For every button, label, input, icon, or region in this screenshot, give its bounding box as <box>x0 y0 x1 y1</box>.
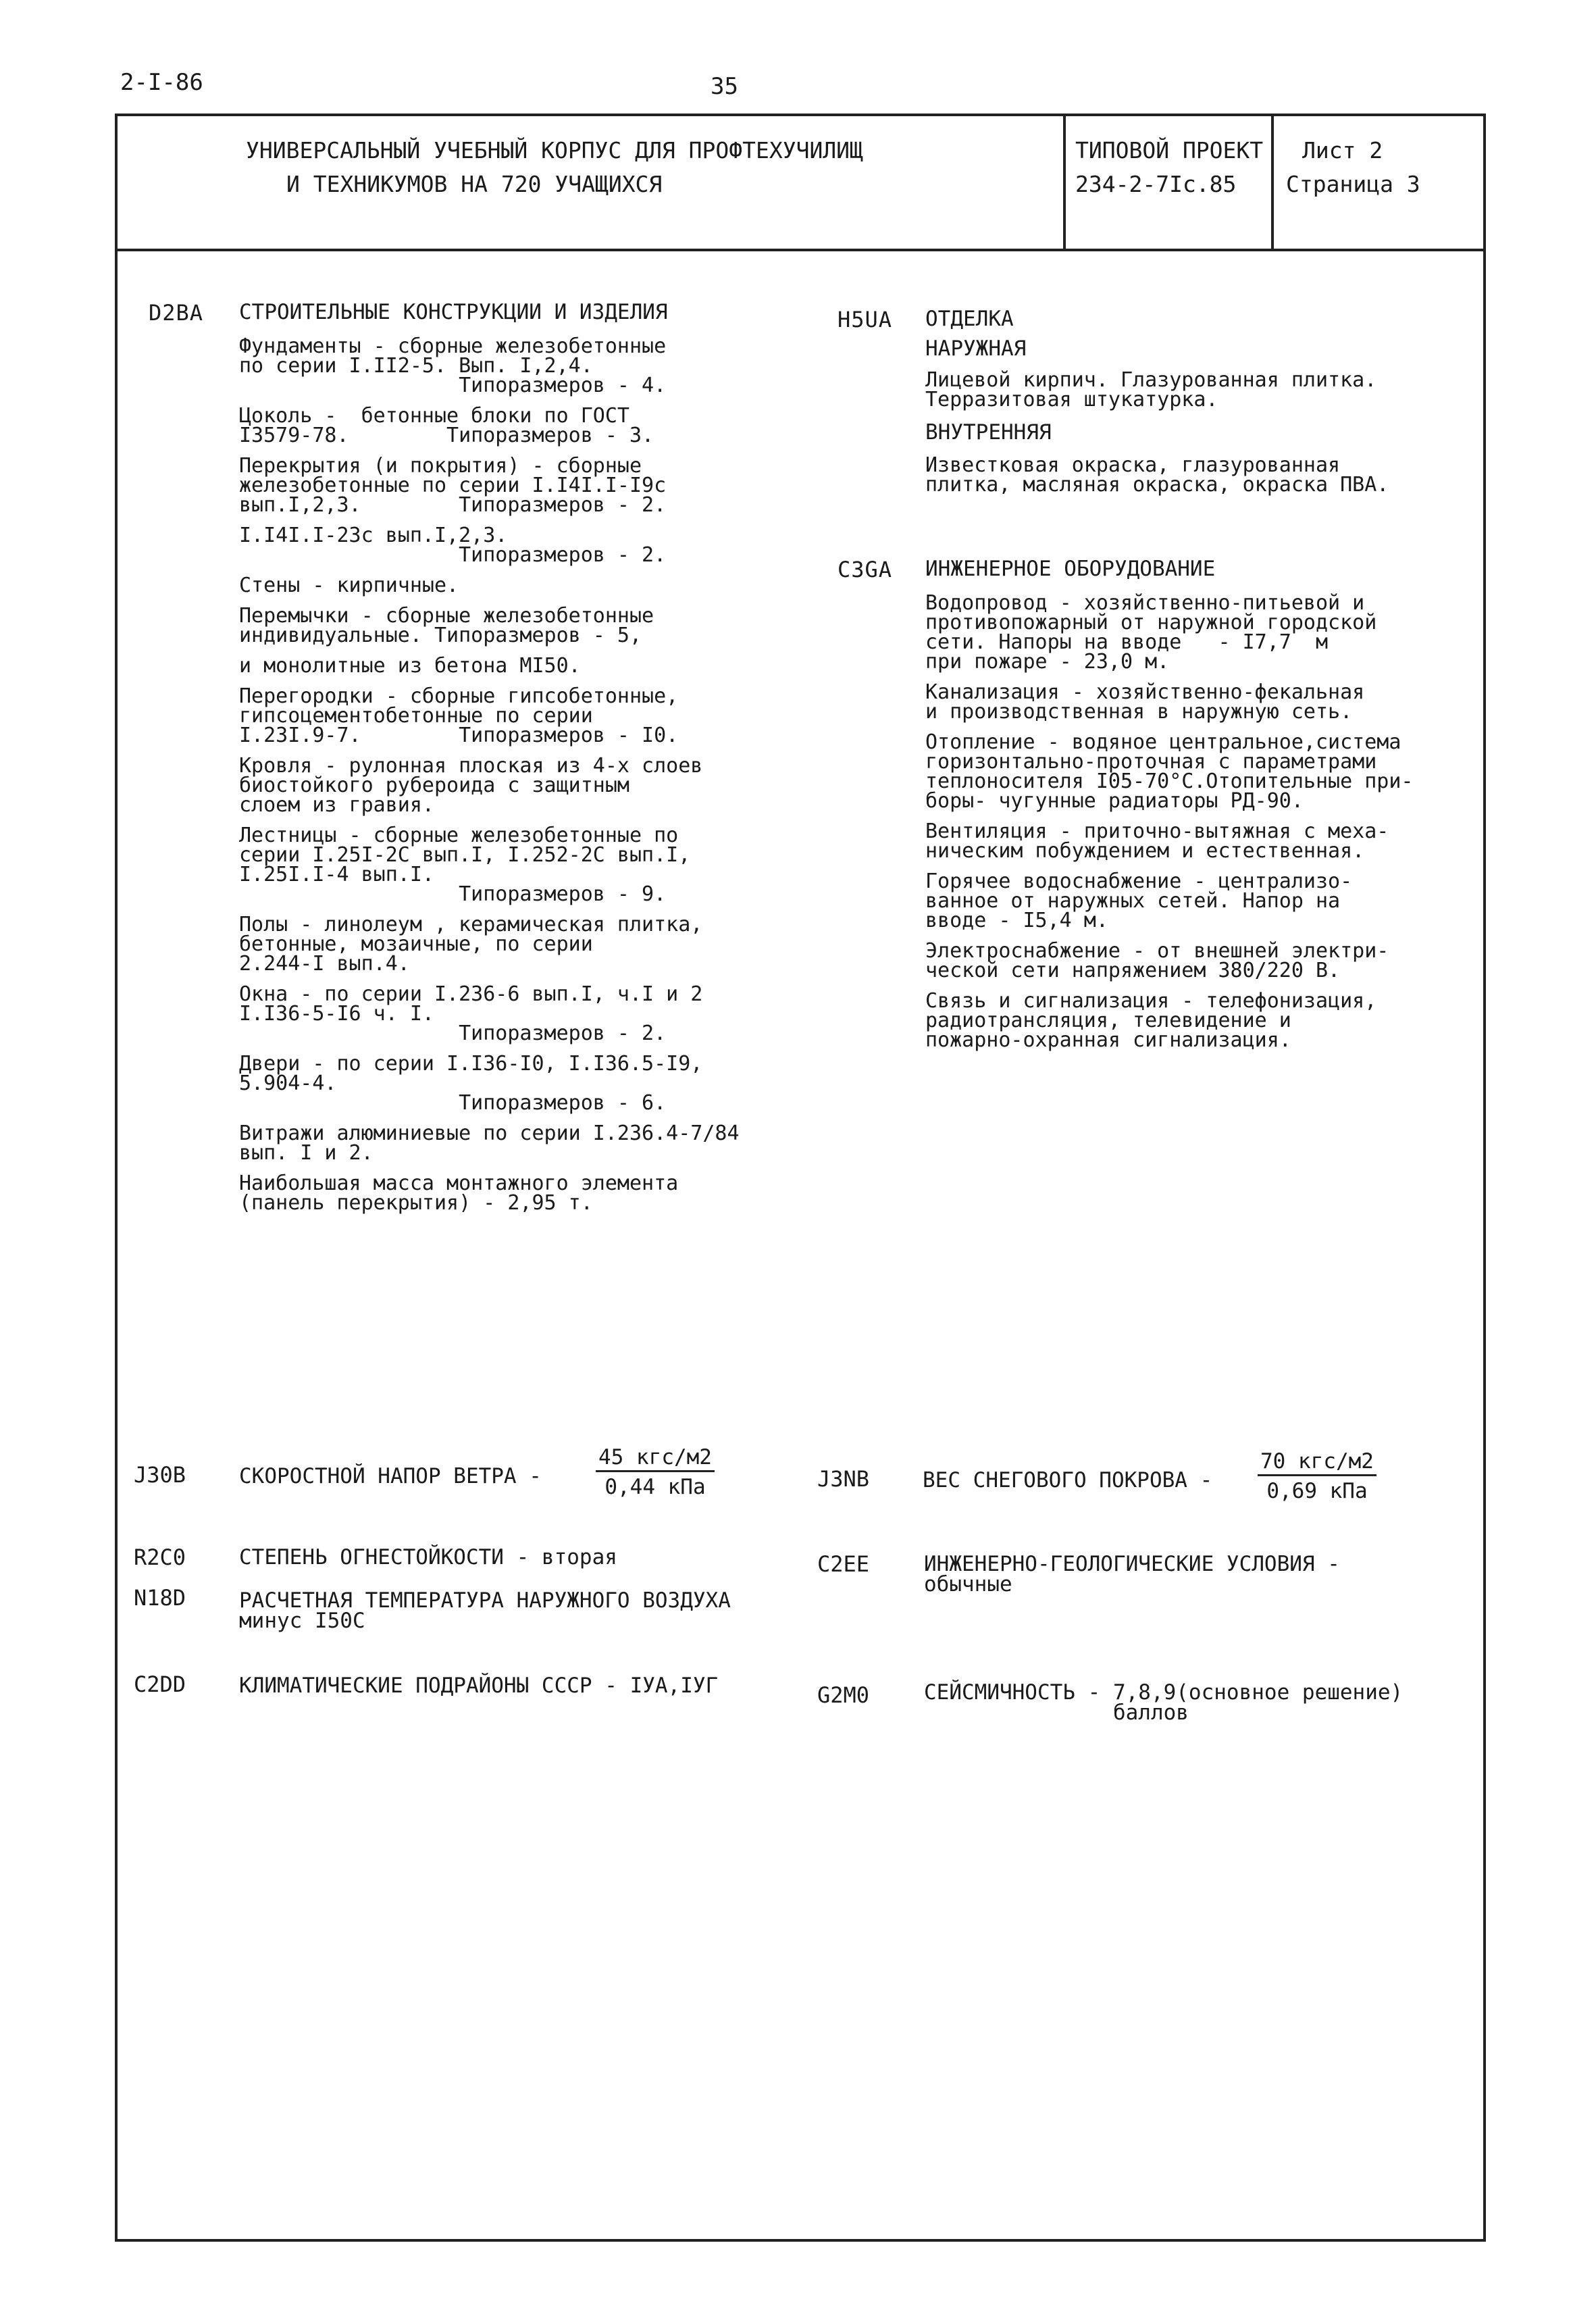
geology-code: C2EE <box>817 1551 870 1577</box>
sheet-page: Страница 3 <box>1286 171 1420 197</box>
temperature-code: N18D <box>134 1585 186 1611</box>
seismic-code: G2M0 <box>817 1682 870 1708</box>
engineering-item: Связь и сигнализация - телефонизация, радиотрансляция, телевидение и пожарно-охранная сигнализация. <box>925 989 1377 1052</box>
finishing-section <box>925 307 1479 505</box>
finishing-outer-text: Лицевой кирпич. Глазурованная плитка. Терразитовая штукатурка. <box>925 368 1377 411</box>
wind-load-kpa: 0,44 кПа <box>604 1475 706 1499</box>
document-code: 2-I-86 <box>120 69 203 96</box>
construction-item: Цоколь - бетонные блоки по ГОСТ I3579-78. Типоразмеров - 3. <box>239 404 654 447</box>
page-number: 35 <box>711 73 738 100</box>
finishing-inner-heading: ВНУТРЕННЯЯ <box>925 420 1052 445</box>
construction-item: Перемычки - сборные железобетонные индивидуальные. Типоразмеров - 5, <box>239 604 654 647</box>
wind-load-fraction <box>596 1444 715 1502</box>
snow-code: J3NB <box>817 1466 870 1492</box>
engineering-item: Канализация - хозяйственно-фекальная и производственная в наружную сеть. <box>925 680 1365 724</box>
construction-section <box>239 300 955 1224</box>
construction-item: Стены - кирпичные. <box>239 574 459 597</box>
finishing-heading: ОТДЕЛКА <box>925 307 1014 331</box>
wind-code: J30B <box>134 1462 186 1488</box>
seismicity: СЕЙСМИЧНОСТЬ - 7,8,9(основное решение) баллов <box>924 1680 1404 1725</box>
sheet-number: Лист 2 <box>1302 137 1383 164</box>
engineering-item: Горячее водоснабжение - централизо- ванное от наружных сетей. Напор на вводе - I5,4 м. <box>925 870 1353 932</box>
construction-item: и монолитные из бетона MI50. <box>239 654 581 678</box>
construction-item: I.I4I.I-23c вып.I,2,3. Типоразмеров - 2. <box>239 524 667 567</box>
engineering-heading: ИНЖЕНЕРНОЕ ОБОРУДОВАНИЕ <box>925 557 1216 581</box>
finishing-outer-heading: НАРУЖНАЯ <box>925 336 1027 361</box>
construction-item: Полы - линолеум , керамическая плитка, бетонные, мозаичные, по серии 2.244-I вып.4. <box>239 913 703 976</box>
sheet-frame <box>115 114 1486 2242</box>
engineering-code: C3GA <box>838 557 893 582</box>
project-label: ТИПОВОЙ ПРОЕКТ <box>1075 137 1264 164</box>
snow-label: ВЕС СНЕГОВОГО ПОКРОВА - <box>923 1468 1213 1492</box>
document-title <box>246 134 1158 201</box>
title-block <box>118 116 1483 251</box>
snow-load-kgf: 70 кгс/м2 <box>1258 1449 1376 1476</box>
construction-item: Наибольшая масса монтажного элемента (панель перекрытия) - 2,95 т. <box>239 1172 679 1215</box>
sheet-divider <box>1271 116 1274 249</box>
snow-load-kpa: 0,69 кПа <box>1266 1479 1368 1503</box>
snow-load-fraction <box>1258 1449 1376 1506</box>
climate-subregions: КЛИМАТИЧЕСКИЕ ПОДРАЙОНЫ СССР - IУА,IУГ <box>239 1674 719 1698</box>
title-line-2: И ТЕХНИКУМОВ НА 720 УЧАЩИХСЯ <box>286 171 663 197</box>
construction-heading: СТРОИТЕЛЬНЫЕ КОНСТРУКЦИИ И ИЗДЕЛИЯ <box>239 300 668 324</box>
construction-item: Перегородки - сборные гипсобетонные, гипсоцементобетонные по серии I.23I.9-7. Типоразмеров - I0. <box>239 684 679 747</box>
sheet-cell <box>1286 134 1420 201</box>
engineering-item: Водопровод - хозяйственно-питьевой и противопожарный от наружной городской сети. Напоры на вводе - I7,7 м при пожаре - 23,0 м. <box>925 591 1377 674</box>
construction-code: D2BA <box>149 300 204 326</box>
construction-item: Лестницы - сборные железобетонные по серии I.25I-2C вып.I, I.252-2C вып.I, I.25I.I-4 вып.I. Типоразмеров - 9. <box>239 824 691 906</box>
climate-code: C2DD <box>134 1671 186 1697</box>
title-line-1: УНИВЕРСАЛЬНЫЙ УЧЕБНЫЙ КОРПУС ДЛЯ ПРОФТЕХУЧИЛИЩ <box>246 137 863 164</box>
geology-conditions: ИНЖЕНЕРНО-ГЕОЛОГИЧЕСКИЕ УСЛОВИЯ - обычные <box>924 1552 1340 1596</box>
wind-label: СКОРОСТНОЙ НАПОР ВЕТРА - <box>239 1464 542 1488</box>
project-number: 234-2-7Ic.85 <box>1075 171 1237 197</box>
construction-item: Перекрытия (и покрытия) - сборные железобетонные по серии I.I4I.I-I9c вып.I,2,3. Типоразмеров - 2. <box>239 454 667 517</box>
design-temperature: РАСЧЕТНАЯ ТЕМПЕРАТУРА НАРУЖНОГО ВОЗДУХА минус I50C <box>239 1588 731 1633</box>
engineering-section <box>925 557 1486 1061</box>
finishing-code: H5UA <box>838 307 893 332</box>
construction-item: Двери - по серии I.I36-I0, I.I36.5-I9, 5.904-4. Типоразмеров - 6. <box>239 1052 703 1115</box>
fire-code: R2C0 <box>134 1544 186 1570</box>
fire-resistance: СТЕПЕНЬ ОГНЕСТОЙКОСТИ - вторая <box>239 1545 617 1569</box>
construction-item: Окна - по серии I.236-6 вып.I, ч.I и 2 I.I36-5-I6 ч. I. Типоразмеров - 2. <box>239 982 703 1045</box>
engineering-item: Вентиляция - приточно-вытяжная с меха- ническим побуждением и естественная. <box>925 820 1389 863</box>
wind-load-kgf: 45 кгс/м2 <box>596 1444 715 1472</box>
title-divider <box>1063 116 1066 249</box>
engineering-item: Электроснабжение - от внешней электри- ческой сети напряжением 380/220 В. <box>925 939 1389 982</box>
construction-item: Витражи алюминиевые по серии I.236.4-7/84 вып. I и 2. <box>239 1122 740 1165</box>
construction-item: Фундаменты - сборные железобетонные по серии I.II2-5. Вып. I,2,4. Типоразмеров - 4. <box>239 334 667 397</box>
construction-item: Кровля - рулонная плоская из 4-х слоев биостойкого рубероида с защитным слоем из гравия. <box>239 754 703 817</box>
finishing-inner-text: Известковая окраска, глазурованная плитка, масляная окраска, окраска ПВА. <box>925 453 1389 497</box>
project-cell <box>1075 134 1263 201</box>
engineering-item: Отопление - водяное центральное,система горизонтально-проточная с параметрами теплоносителя I05-70°C.Отопительные при- боры- чугунные радиаторы РД-90. <box>925 730 1414 813</box>
